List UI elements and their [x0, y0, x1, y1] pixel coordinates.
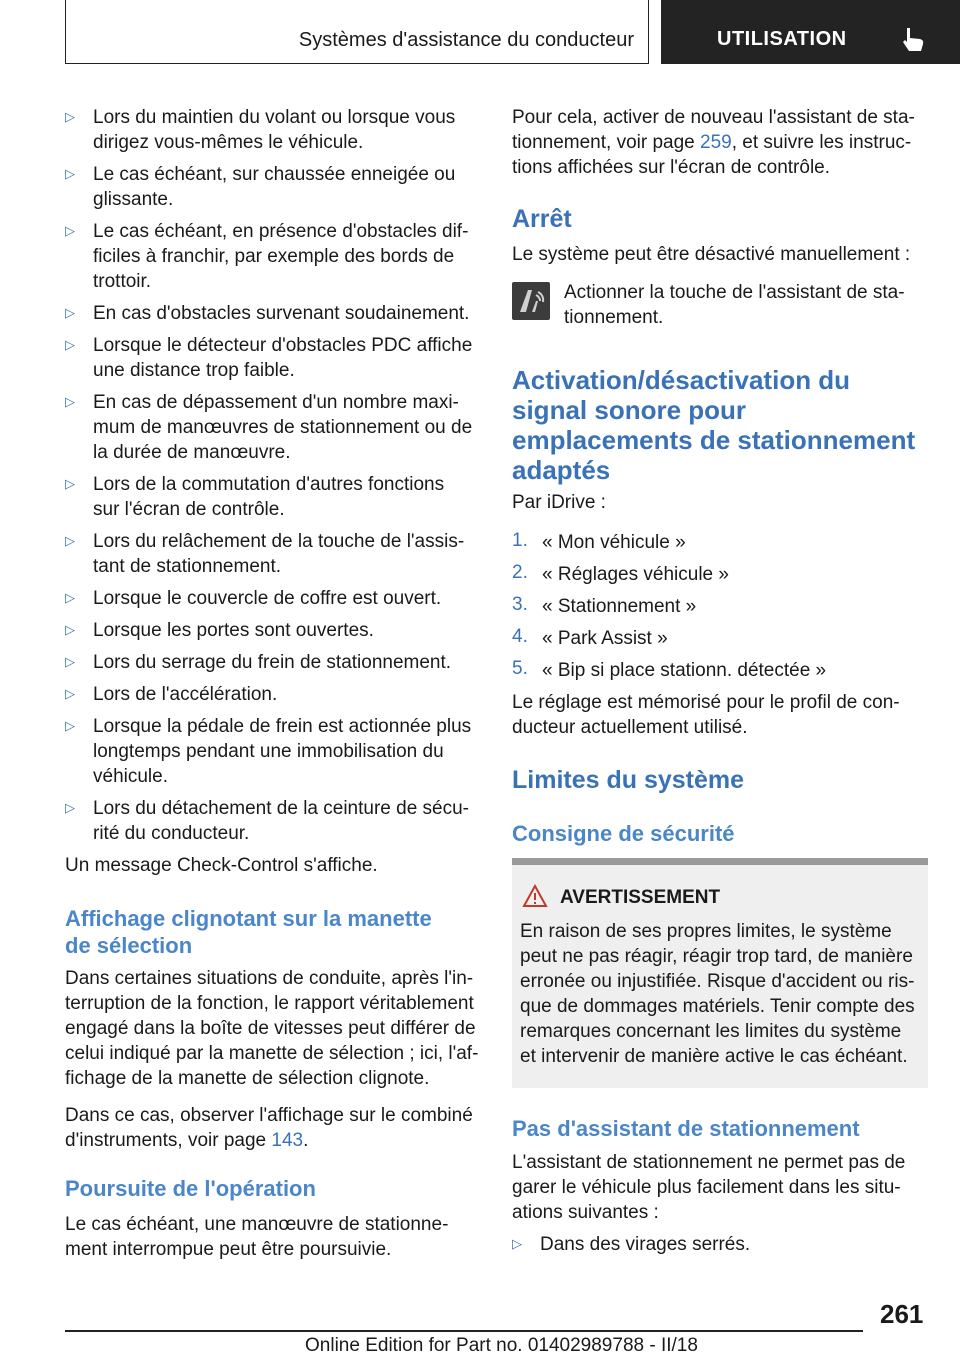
bullet-text: ficiles à franchir, par exemple des bords de	[93, 246, 455, 267]
bullet-text: Lorsque le couvercle de coffre est ouvert.	[93, 588, 442, 609]
heading-signal: adaptés	[512, 455, 611, 485]
warning-title: AVERTISSEMENT	[560, 887, 721, 908]
bullet-text: glissante.	[93, 189, 174, 210]
bullet-text: Lorsque le détecteur d'obstacles PDC affiche	[93, 335, 473, 356]
heading-resume: Poursuite de l'opération	[65, 1176, 316, 1201]
bullet-marker: ▷	[65, 476, 75, 491]
warning-text: En raison de ses propres limites, le système	[520, 921, 892, 942]
bullet-text: Lorsque les portes sont ouvertes.	[93, 620, 374, 641]
chapter-tab	[661, 0, 960, 64]
bullet-text: sur l'écran de contrôle.	[93, 499, 285, 520]
step-number: 2.	[512, 562, 528, 583]
text-fragment: .	[303, 1130, 309, 1151]
bullet-text: Lorsque la pédale de frein est actionnée plus	[93, 716, 472, 737]
bullet-marker: ▷	[65, 622, 75, 637]
footer-edition: Online Edition for Part no. 01402989788 - II/18	[305, 1335, 698, 1356]
paragraph-line: Dans certaines situations de conduite, après l'in-	[65, 968, 474, 989]
bullet-text: Lors de la commutation d'autres fonctions	[93, 474, 445, 495]
step-number: 3.	[512, 594, 528, 615]
paragraph-line: engagé dans la boîte de vitesses peut différer de	[65, 1018, 476, 1039]
bullet-text: Lors du maintien du volant ou lorsque vous	[93, 107, 456, 128]
step-text: « Park Assist »	[542, 628, 668, 649]
heading-stop: Arrêt	[512, 205, 572, 233]
paragraph-line: terruption de la fonction, le rapport véritablement	[65, 993, 474, 1014]
bullet-text: dirigez vous-mêmes le véhicule.	[93, 132, 364, 153]
paragraph-line	[512, 130, 911, 155]
paragraph-line: ment interrompue peut être poursuivie.	[65, 1239, 392, 1260]
bullet-marker: ▷	[65, 166, 75, 181]
warning-triangle-icon	[522, 884, 548, 908]
warning-text: peut ne pas réagir, réagir trop tard, de manière	[520, 946, 913, 967]
bullet-marker: ▷	[65, 223, 75, 238]
heading-limits: Limites du système	[512, 766, 745, 794]
pointing-hand-icon	[898, 24, 928, 54]
step-text: « Bip si place stationn. détectée »	[542, 660, 827, 681]
heading-signal: emplacements de stationnement	[512, 425, 916, 455]
text-fragment: d'instruments, voir page	[65, 1130, 272, 1151]
heading-selector-flash: de sélection	[65, 933, 193, 958]
paragraph-line: garer le véhicule plus facilement dans les situ-	[512, 1177, 901, 1198]
bullet-marker: ▷	[512, 1236, 522, 1251]
warning-text: et intervenir de manière active le cas échéant.	[520, 1046, 908, 1067]
paragraph-line: ations suivantes :	[512, 1202, 659, 1223]
running-header	[65, 0, 649, 64]
paragraph-line: ducteur actuellement utilisé.	[512, 717, 748, 738]
bullet-marker: ▷	[65, 800, 75, 815]
text-fragment: , et suivre les instruc-	[731, 132, 912, 153]
bullet-text: véhicule.	[93, 766, 168, 787]
step-text: « Mon véhicule »	[542, 532, 686, 553]
paragraph-line: Dans ce cas, observer l'affichage sur le combiné	[65, 1105, 473, 1126]
park-assist-button-icon	[512, 282, 550, 320]
bullet-text: rité du conducteur.	[93, 823, 250, 844]
bullet-text: Le cas échéant, sur chaussée enneigée ou	[93, 164, 456, 185]
warning-top-bar	[512, 858, 928, 865]
warning-text: remarques concernant les limites du système	[520, 1021, 902, 1042]
step-number: 5.	[512, 658, 528, 679]
paragraph-line: celui indiqué par la manette de sélection ; ici, l'af-	[65, 1043, 479, 1064]
heading-selector-flash: Affichage clignotant sur la manette	[65, 906, 432, 931]
bullet-marker: ▷	[65, 337, 75, 352]
bullet-marker: ▷	[65, 305, 75, 320]
chapter-title: UTILISATION	[717, 28, 847, 50]
warning-text: que de dommages matériels. Tenir compte des	[520, 996, 915, 1017]
step-number: 1.	[512, 530, 528, 551]
paragraph-line: fichage de la manette de sélection clignote.	[65, 1068, 430, 1089]
step-number: 4.	[512, 626, 528, 647]
bullet-text: En cas d'obstacles survenant soudainement.	[93, 303, 470, 324]
bullet-text: Lors du détachement de la ceinture de sécu-	[93, 798, 470, 819]
bullet-text: Lors du serrage du frein de stationnement.	[93, 652, 452, 673]
footer-rule	[65, 1330, 863, 1332]
bullet-text: Lors de l'accélération.	[93, 684, 278, 705]
paragraph-line: Actionner la touche de l'assistant de sta-	[564, 282, 905, 303]
page-link-259[interactable]: 259	[700, 132, 732, 153]
bullet-text: tant de stationnement.	[93, 556, 282, 577]
warning-box	[512, 865, 928, 1088]
bullet-marker: ▷	[65, 686, 75, 701]
paragraph-line: L'assistant de stationnement ne permet pas de	[512, 1152, 906, 1173]
step-text: « Stationnement »	[542, 596, 697, 617]
paragraph-line: tions affichées sur l'écran de contrôle.	[512, 157, 831, 178]
heading-signal: Activation/désactivation du	[512, 365, 851, 395]
bullet-text: la durée de manœuvre.	[93, 442, 291, 463]
bullet-marker: ▷	[65, 394, 75, 409]
bullet-marker: ▷	[65, 590, 75, 605]
bullet-text: Le cas échéant, en présence d'obstacles dif-	[93, 221, 469, 242]
paragraph-line: Le système peut être désactivé manuellement :	[512, 244, 911, 265]
bullet-text: longtemps pendant une immobilisation du	[93, 741, 444, 762]
warning-text: erronée ou injustifiée. Risque d'accident ou ris-	[520, 971, 915, 992]
bullet-text: En cas de dépassement d'un nombre maxi-	[93, 392, 459, 413]
paragraph-line: Par iDrive :	[512, 492, 606, 513]
heading-no-assist: Pas d'assistant de stationnement	[512, 1116, 860, 1141]
section-title: Systèmes d'assistance du conducteur	[298, 29, 634, 51]
bullet-text: une distance trop faible.	[93, 360, 295, 381]
bullet-text: mum de manœuvres de stationnement ou de	[93, 417, 473, 438]
page-link-143[interactable]: 143	[271, 1130, 304, 1151]
paragraph-line: tionnement.	[564, 307, 664, 328]
paragraph-line	[65, 1128, 308, 1153]
paragraph-line: Le réglage est mémorisé pour le profil de con-	[512, 692, 900, 713]
bullet-marker: ▷	[65, 109, 75, 124]
page-number: 261	[880, 1299, 924, 1329]
heading-signal: signal sonore pour	[512, 395, 747, 425]
paragraph-line: Le cas échéant, une manœuvre de stationne-	[65, 1214, 449, 1235]
bullet-marker: ▷	[65, 718, 75, 733]
bullet-text: Lors du relâchement de la touche de l'assis-	[93, 531, 465, 552]
bullet-text: trottoir.	[93, 271, 152, 292]
check-control-message: Un message Check-Control s'affiche.	[65, 855, 378, 876]
paragraph-line: Pour cela, activer de nouveau l'assistant de sta-	[512, 107, 915, 128]
heading-safety: Consigne de sécurité	[512, 821, 735, 846]
text-fragment: tionnement, voir page	[512, 132, 701, 153]
bullet-text: Dans des virages serrés.	[540, 1234, 751, 1255]
step-text: « Réglages véhicule »	[542, 564, 729, 585]
bullet-marker: ▷	[65, 533, 75, 548]
bullet-marker: ▷	[65, 654, 75, 669]
